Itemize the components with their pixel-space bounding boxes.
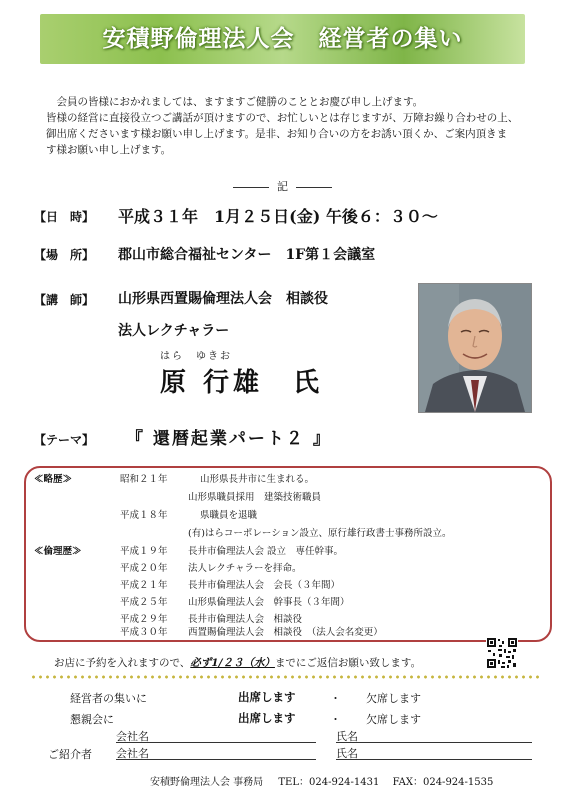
option-separator: ・	[330, 692, 341, 705]
lecturer-role: 法人レクチャラー	[118, 323, 230, 339]
absent-option[interactable]: 欠席します	[366, 692, 421, 705]
portrait-image	[419, 284, 531, 412]
introducer-company-label: 会社名	[116, 747, 149, 760]
date-value: 平成３１年 1月２５日(金) 午後６：３０～	[118, 207, 438, 226]
history-text: 山形県職員採用 建築技術職員	[188, 492, 322, 503]
history-text: 長井市倫理法人会 相談役	[188, 614, 303, 625]
company-field[interactable]	[116, 742, 316, 743]
intro-line: す様お願い申し上げます。	[46, 144, 172, 156]
deadline-after: までにご返信お願い致します。	[274, 657, 422, 669]
lecturer-name: 原 行雄 氏	[160, 368, 324, 398]
history-year: 平成２９年	[120, 614, 168, 625]
history-text: 山形県倫理法人会 幹事長（３年間）	[188, 597, 350, 608]
lecturer-org: 山形県西置賜倫理法人会 相談役	[118, 291, 328, 307]
introducer-name-field[interactable]	[336, 759, 532, 760]
deadline-text	[54, 655, 421, 670]
ki-heading	[0, 178, 565, 194]
qr-code-icon[interactable]	[486, 637, 518, 669]
deadline-before: お店に予約を入れますので、	[54, 657, 191, 669]
history-text: 山形県長井市に生まれる。	[200, 474, 315, 485]
introducer-name-label: 氏名	[336, 747, 358, 760]
dotted-divider	[30, 675, 540, 679]
company-label: 会社名	[116, 730, 149, 743]
history-text: (有)はらコーポレーション設立、原行雄行政書士事務所設立。	[188, 528, 452, 539]
attend-option[interactable]: 出席します	[238, 690, 296, 704]
history-year: 平成２５年	[120, 597, 168, 608]
place-label: 【場 所】	[34, 248, 95, 262]
theme-label: 【テーマ】	[34, 433, 95, 447]
footer-fax: FAX：024-924-1535	[392, 777, 494, 788]
theme-value: 『 還暦起業パート２ 』	[126, 429, 332, 449]
introducer-label: ご紹介者	[48, 748, 92, 761]
history-text: 西置賜倫理法人会 相談役 （法人会名変更）	[188, 627, 383, 638]
date-label: 【日 時】	[34, 210, 95, 224]
rinri-label: ≪倫理歴≫	[34, 546, 82, 557]
lecturer-ruby: はら ゆきお	[160, 351, 232, 362]
attend-option[interactable]: 出席します	[238, 711, 296, 725]
option-separator: ・	[330, 713, 341, 726]
history-year: 平成２１年	[120, 580, 168, 591]
page-title: 安積野倫理法人会 経営者の集い	[102, 26, 463, 52]
lecturer-photo	[418, 283, 532, 413]
name-field[interactable]	[336, 742, 532, 743]
introducer-company-field[interactable]	[116, 759, 316, 760]
history-text: 長井市倫理法人会 会長（３年間）	[188, 580, 341, 591]
place-value: 郡山市総合福祉センター 1F第１会議室	[118, 247, 376, 263]
intro-text	[46, 94, 546, 158]
footer-contact	[150, 773, 493, 788]
lecturer-label: 【講 師】	[34, 293, 95, 307]
history-year: 昭和２１年	[120, 474, 168, 485]
footer-tel: TEL：024-924-1431	[278, 777, 380, 788]
footer-org: 安積野倫理法人会 事務局	[150, 777, 264, 788]
history-year: 平成３０年	[120, 627, 168, 638]
history-text: 県職員を退職	[200, 510, 258, 521]
history-box	[24, 466, 552, 642]
history-text: 長井市倫理法人会 設立 専任幹事。	[188, 546, 344, 557]
name-label: 氏名	[336, 730, 358, 743]
event-label: 経営者の集いに	[70, 692, 147, 705]
history-year: 平成１８年	[120, 510, 168, 521]
deadline-date: 必ず1/２３（水）	[190, 657, 275, 669]
ki-label: 記	[277, 180, 288, 193]
event-label: 懇親会に	[70, 713, 114, 726]
intro-line: 御出席くださいます様お願い申し上げます。是非、お知り合いの方をお誘い頂くか、ご案内頂きま	[46, 128, 508, 140]
history-text: 法人レクチャラーを拝命。	[188, 563, 302, 574]
history-year: 平成１９年	[120, 546, 168, 557]
career-label: ≪略歴≫	[34, 474, 73, 485]
history-year: 平成２０年	[120, 563, 168, 574]
absent-option[interactable]: 欠席します	[366, 713, 421, 726]
intro-line: 会員の皆様におかれましては、ますますご健勝のこととお慶び申し上げます。	[56, 96, 424, 108]
intro-line: 皆様の経営に直接役立つご講話が頂けますので、お忙しいとは存じますが、万障お繰り合わせの上、	[46, 112, 519, 124]
